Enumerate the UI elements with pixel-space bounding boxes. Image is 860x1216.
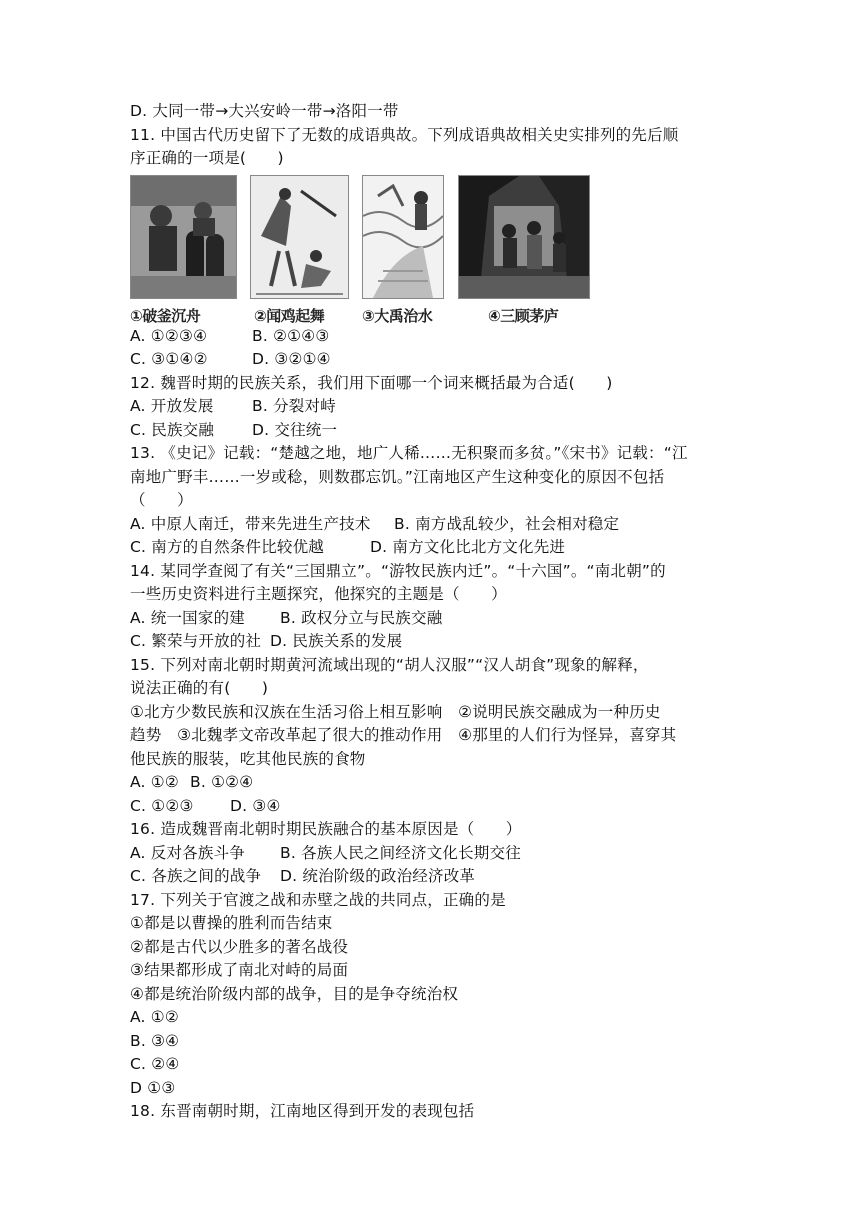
q15-items-line1: ①北方少数民族和汉族在生活习俗上相互影响 ②说明民族交融成为一种历史 (130, 702, 661, 721)
q15-options-row1 (130, 771, 740, 795)
q15-option-b: B. ①②④ (190, 773, 254, 791)
q11-images (130, 175, 740, 325)
q17-item-2: ②都是古代以少胜多的著名战役 (130, 937, 349, 956)
q15-stem-line2: 说法正确的有( ) (130, 679, 269, 697)
q17-option-d: D ①③ (130, 1078, 176, 1097)
image-san-gu-mao-lu (458, 175, 590, 299)
q12-option-d: D. 交往统一 (252, 420, 338, 439)
q11-caption-2: ②闻鸡起舞 (254, 306, 325, 325)
q17-option-c: C. ②④ (130, 1055, 180, 1073)
q11-options-row1 (130, 325, 740, 349)
q11-stem-line2: 序正确的一项是( ) (130, 149, 284, 167)
q13-option-c: C. 南方的自然条件比较优越 (130, 538, 324, 556)
q14-option-a: A. 统一国家的建 (130, 608, 245, 627)
q14-stem-line1: 14. 某同学查阅了有关“三国鼎立”。“游牧民族内迁”。“十六国”。“南北朝”的 (130, 561, 666, 580)
q12-options-row1 (130, 395, 740, 419)
q13-options-row1 (130, 513, 740, 537)
q14-options-row1 (130, 607, 740, 631)
q18-stem: 18. 东晋南朝时期，江南地区得到开发的表现包括 (130, 1102, 475, 1120)
q12-option-b: B. 分裂对峙 (252, 397, 336, 415)
q10-option-d: D. 大同一带→大兴安岭一带→洛阳一带 (130, 102, 399, 120)
q15-option-c: C. ①②③ (130, 796, 194, 815)
q11-option-d: D. ③②①④ (252, 350, 331, 368)
q13-stem-line3: （ ） (130, 491, 193, 509)
q11-stem-line1: 11. 中国古代历史留下了无数的成语典故。下列成语典故相关史实排列的先后顺 (130, 125, 679, 144)
q11-option-b: B. ②①④③ (252, 326, 330, 345)
q14-option-c: C. 繁荣与开放的社 (130, 632, 262, 650)
q11-caption-1: ①破釜沉舟 (130, 306, 201, 325)
q15-option-a: A. ①② (130, 773, 179, 791)
document-page (130, 100, 740, 1124)
q13-stem-line2: 南地广野丰……一岁或稔，则数郡忘饥。”江南地区产生这种变化的原因不包括 (130, 467, 665, 486)
q12-stem: 12. 魏晋时期的民族关系，我们用下面哪一个词来概括最为合适( ) (130, 373, 613, 392)
q13-options-row2 (130, 536, 740, 560)
q16-option-d: D. 统治阶级的政治经济改革 (280, 867, 476, 885)
q13-option-b: B. 南方战乱较少，社会相对稳定 (394, 514, 620, 533)
q15-items-line2: 趋势 ③北魏孝文帝改革起了很大的推动作用 ④那里的人们行为怪异，喜穿其 (130, 726, 677, 744)
q15-options-row2 (130, 795, 740, 819)
q17-item-4: ④都是统治阶级内部的战争，目的是争夺统治权 (130, 984, 459, 1003)
q16-stem: 16. 造成魏晋南北朝时期民族融合的基本原因是（ ） (130, 820, 522, 838)
q11-option-a: A. ①②③④ (130, 326, 208, 345)
q17-stem: 17. 下列关于官渡之战和赤壁之战的共同点，正确的是 (130, 890, 506, 909)
q14-stem-line2: 一些历史资料进行主题探究，他探究的主题是（ ） (130, 585, 507, 603)
image-wen-ji-qi-wu (250, 175, 349, 299)
q15-option-d: D. ③④ (230, 796, 281, 815)
q13-stem-line1: 13. 《史记》记载：“楚越之地，地广人稀……无积聚而多贫。”《宋书》记载：“江 (130, 444, 688, 462)
q11-option-c: C. ③①④② (130, 350, 208, 368)
q11-caption-3: ③大禹治水 (362, 306, 433, 325)
q17-option-a: A. ①② (130, 1008, 179, 1026)
q12-option-c: C. 民族交融 (130, 420, 215, 439)
q17-item-1: ①都是以曹操的胜利而告结束 (130, 914, 333, 932)
image-po-fu-chen-zhou (130, 175, 237, 299)
q12-options-row2 (130, 419, 740, 443)
q14-options-row2 (130, 630, 740, 654)
q14-option-d: D. 民族关系的发展 (270, 632, 403, 650)
q15-stem-line1: 15. 下列对南北朝时期黄河流域出现的“胡人汉服”“汉人胡食”现象的解释， (130, 655, 649, 674)
q16-option-c: C. 各族之间的战争 (130, 867, 262, 885)
q17-option-b: B. ③④ (130, 1031, 180, 1050)
q16-option-a: A. 反对各族斗争 (130, 843, 245, 862)
q11-caption-4: ④三顾茅庐 (488, 306, 559, 325)
q15-items-line3: 他民族的服装，吃其他民族的食物 (130, 749, 366, 768)
q17-item-3: ③结果都形成了南北对峙的局面 (130, 961, 349, 979)
q13-option-d: D. 南方文化比北方文化先进 (370, 538, 566, 556)
q16-options-row2 (130, 865, 740, 889)
q16-options-row1 (130, 842, 740, 866)
q14-option-b: B. 政权分立与民族交融 (280, 608, 443, 627)
q12-option-a: A. 开放发展 (130, 397, 214, 415)
q11-options-row2 (130, 348, 740, 372)
image-da-yu-zhi-shui (362, 175, 444, 299)
q13-option-a: A. 中原人南迁，带来先进生产技术 (130, 514, 371, 533)
q16-option-b: B. 各族人民之间经济文化长期交往 (280, 843, 521, 862)
